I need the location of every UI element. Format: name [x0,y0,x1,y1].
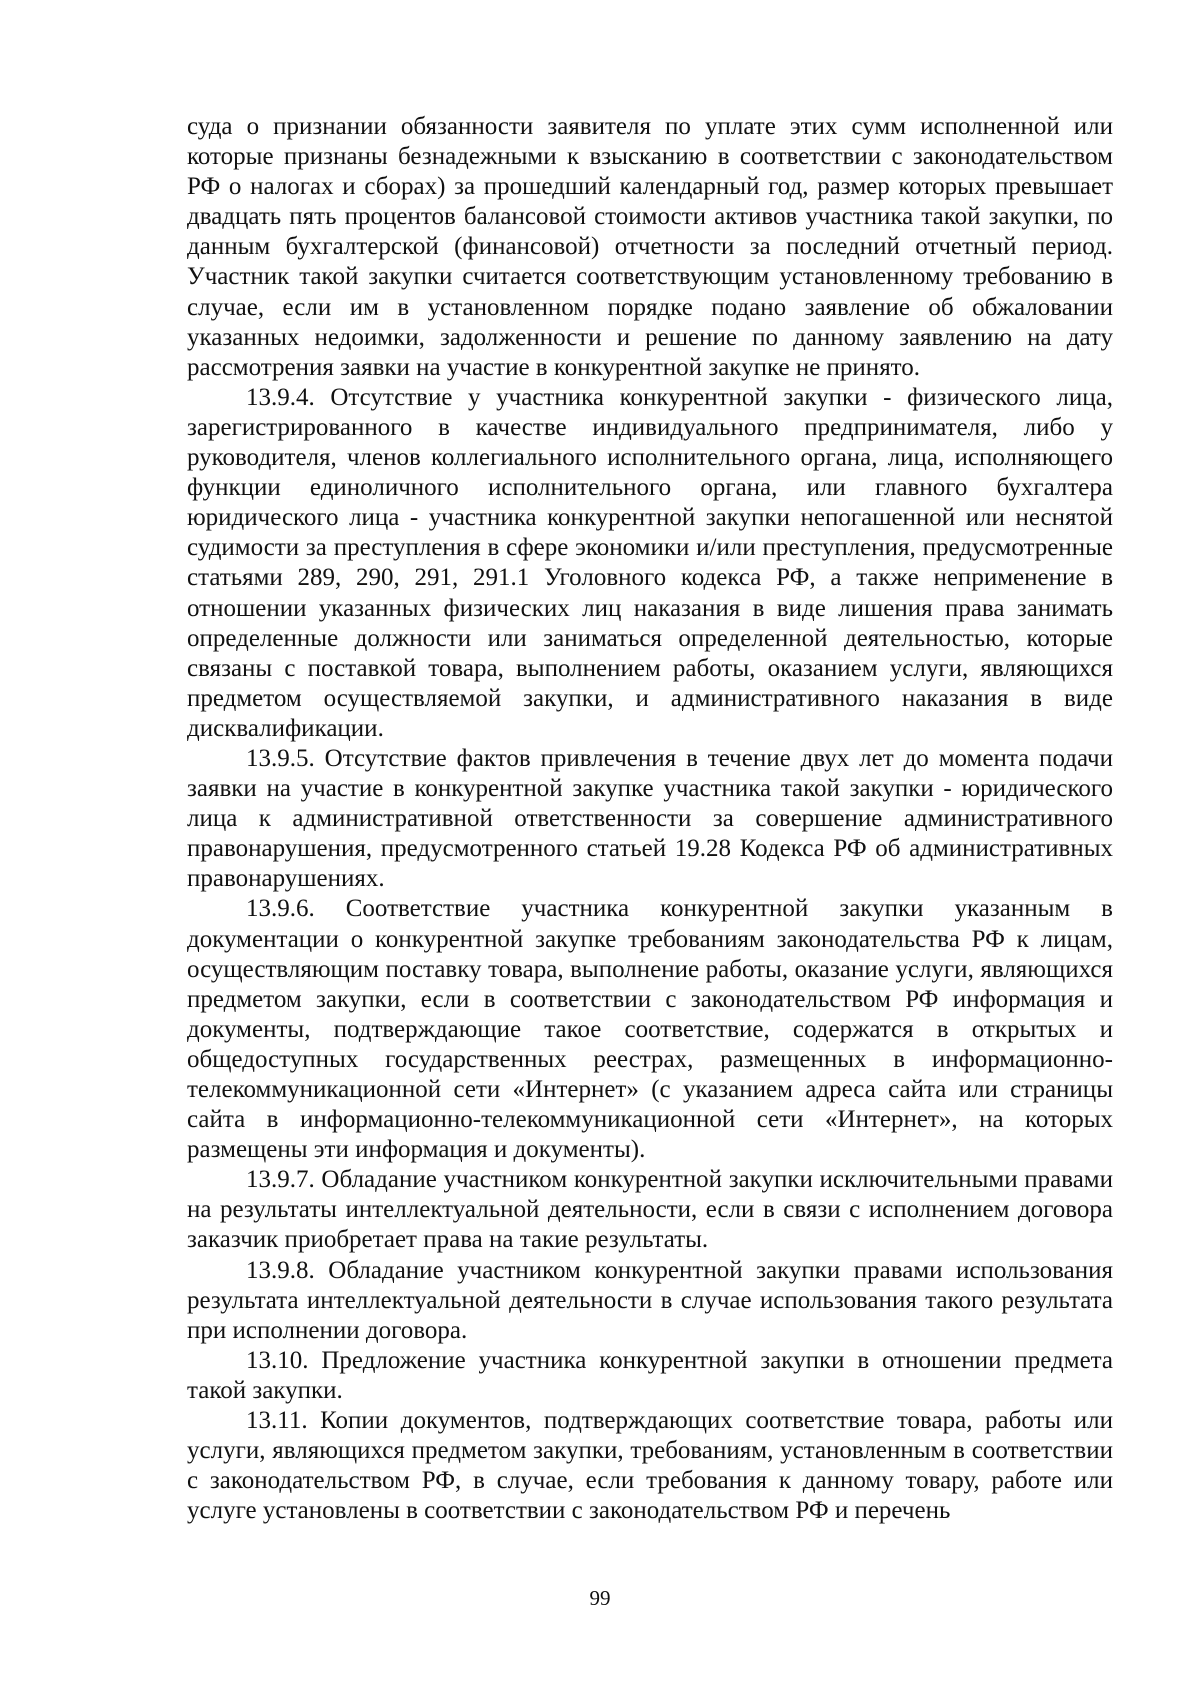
paragraph-13-9-5: 13.9.5. Отсутствие фактов привлечения в течение двух лет до момента подачи заявки на участие в конкурентной закупке участника такой закупки - юридического лица к административной ответственности за совершение административного правонарушения, предусмотренного статьей 19.28 Кодекса РФ об административных правонарушениях. [187,744,1113,893]
paragraph-13-9-7: 13.9.7. Обладание участником конкурентной закупки исключительными правами на результаты интеллектуальной деятельности, если в связи с исполнением договора заказчик приобретает права на такие результаты. [187,1166,1113,1254]
paragraph-continuation: суда о признании обязанности заявителя по уплате этих сумм исполненной или которые признаны безнадежными к взысканию в соответствии с законодательством РФ о налогах и сборах) за прошедший календарный год, размер которых превышает двадцать пять процентов балансовой стоимости активов участника такой закупки, по данным бухгалтерской (финансовой) отчетности за последний отчетный период. Участник такой закупки считается соответствующим установленному требованию в случае, если им в установленном порядке подано заявление об обжаловании указанных недоимки, задолженности и решение по данному заявлению на дату рассмотрения заявки на участие в конкурентной закупке не принято. [187,113,1113,381]
paragraph-13-9-6: 13.9.6. Соответствие участника конкурентной закупки указанным в документации о конкурентной закупке требованиям законодательства РФ к лицам, осуществляющим поставку товара, выполнение работы, оказание услуги, являющихся предметом закупки, если в соответствии с законодательством РФ информация и документы, подтверждающие такое соответствие, содержатся в открытых и общедоступных государственных реестрах, размещенных в информационно-телекоммуникационной сети «Интернет» (с указанием адреса сайта или страницы сайта в информационно-телекоммуникационной сети «Интернет», на которых размещены эти информация и документы). [187,895,1113,1164]
document-body [187,112,1113,1526]
page-number: 99 [589,1586,611,1610]
paragraph-13-10: 13.10. Предложение участника конкурентной закупки в отношении предмета такой закупки. [187,1346,1113,1404]
paragraph-13-9-4: 13.9.4. Отсутствие у участника конкурентной закупки - физического лица, зарегистрированного в качестве индивидуального предпринимателя, либо у руководителя, членов коллегиального исполнительного органа, лица, исполняющего функции единоличного исполнительного органа, или главного бухгалтера юридического лица - участника конкурентной закупки непогашенной или неснятой судимости за преступления в сфере экономики и/или преступления, предусмотренные статьями 289, 290, 291, 291.1 Уголовного кодекса РФ, а также неприменение в отношении указанных физических лиц наказания в виде лишения права занимать определенные должности или заниматься определенной деятельностью, которые связаны с поставкой товара, выполнением работы, оказанием услуги, являющихся предметом осуществляемой закупки, и административного наказания в виде дисквалификации. [187,383,1113,742]
paragraph-13-11: 13.11. Копии документов, подтверждающих соответствие товара, работы или услуги, являющихся предметом закупки, требованиям, установленным в соответствии с законодательством РФ, в случае, если требования к данному товару, работе или услуге установлены в соответствии с законодательством РФ и перечень [187,1407,1113,1525]
paragraph-13-9-8: 13.9.8. Обладание участником конкурентной закупки правами использования результата интеллектуальной деятельности в случае использования такого результата при исполнении договора. [187,1256,1113,1344]
